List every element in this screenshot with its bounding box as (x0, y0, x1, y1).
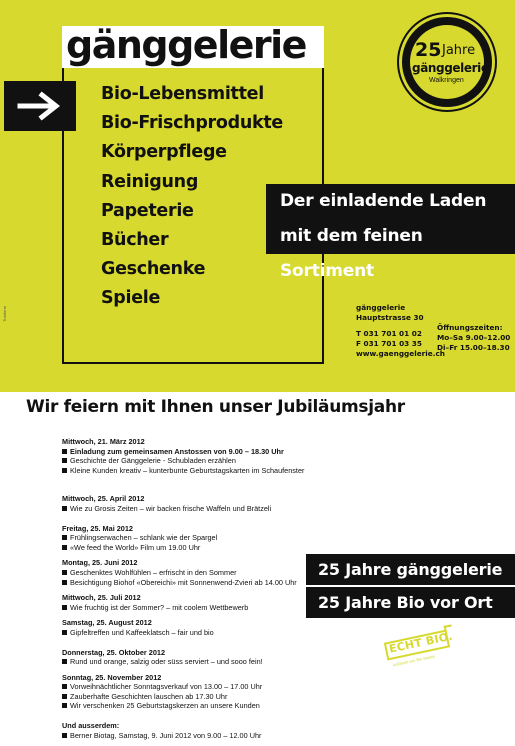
slogan-line-1: Der einladende Laden (266, 184, 515, 219)
event-item: Vorweihnächtlicher Sonntagsverkauf von 13.00 – 17.00 Uhr (62, 682, 342, 692)
product-item: Spiele (101, 288, 161, 309)
event-item: Geschichte der Gänggelerie - Schubladen erzählen (62, 456, 342, 466)
side-credit: Tranform (2, 305, 7, 322)
address-block (356, 303, 445, 359)
product-item: Körperpflege (101, 142, 227, 163)
product-item: Papeterie (101, 200, 194, 221)
anniversary-badge (399, 14, 495, 110)
event-date: Freitag, 25. Mai 2012 (62, 523, 133, 533)
banner-anniversary: 25 Jahre gänggelerie (306, 554, 515, 585)
arrow-right-icon (18, 92, 62, 120)
event-entry (62, 524, 342, 553)
address-fax: F 031 701 03 35 (356, 339, 422, 348)
event-item: Rund und orange, salzig oder süss serviert – und sooo fein! (62, 657, 342, 667)
headline: Wir feiern mit Ihnen unser Jubiläumsjahr (26, 397, 405, 417)
event-item: Kleine Kunden kreativ – kunterbunte Geburtstagskarten im Schaufenster (62, 466, 342, 476)
event-list (62, 437, 342, 746)
event-date: Mittwoch, 21. März 2012 (62, 437, 145, 446)
banner-bio: 25 Jahre Bio vor Ort (306, 587, 515, 618)
event-date: Und ausserdem: (62, 721, 120, 731)
hours-label: Öffnungszeiten: (437, 323, 503, 332)
address-phone: T 031 701 01 02 (356, 329, 422, 338)
address-web[interactable]: www.gaenggelerie.ch (356, 349, 446, 358)
event-entry (62, 673, 342, 711)
slogan-line-2: mit dem feinen Sortiment (266, 219, 515, 254)
event-entry (62, 437, 342, 475)
event-item: Zauberhafte Geschichten lauschen ab 17.30 Uhr (62, 692, 342, 702)
event-entry (62, 558, 342, 587)
address-street: Hauptstrasse 30 (356, 313, 424, 322)
badge-place: Walkringen (429, 77, 464, 84)
hours-line-1: Mo–Sa 9.00–12.00 (437, 333, 511, 342)
opening-hours (437, 323, 510, 353)
product-item: Reinigung (101, 171, 199, 192)
event-item: Wie fruchtig ist der Sommer? – mit coolem Wettbewerb (62, 603, 342, 613)
stamp-text: ECHT BIO. (387, 629, 454, 656)
event-item: Geschenktes Wohlfühlen – erfrischt in den Sommer (62, 568, 342, 578)
badge-number: 25 (415, 39, 442, 61)
product-list (101, 80, 283, 314)
event-entry (62, 494, 342, 513)
event-item: Besichtigung Biohof «Obereichi» mit Sonnenwend-Zvieri ab 14.00 Uhr (62, 578, 342, 588)
brand-title: gänggelerie (66, 23, 306, 67)
event-item: Wie zu Grosis Zeiten – wir backen frische Waffeln und Brätzeli (62, 504, 342, 514)
stamp-subtext: Aufdruck von Bio Suisse (392, 653, 436, 668)
event-date: Mittwoch, 25. Juli 2012 (62, 593, 141, 603)
event-date: Sonntag, 25. November 2012 (62, 672, 162, 682)
event-date: Donnerstag, 25. Oktober 2012 (62, 647, 166, 657)
event-date: Mittwoch, 25. April 2012 (62, 494, 145, 504)
badge-name: gänggelerie (412, 61, 489, 75)
event-entry (62, 648, 342, 667)
event-date: Montag, 25. Juni 2012 (62, 558, 138, 568)
event-item: Frühlingserwachen – schlank wie der Spargel (62, 533, 342, 543)
badge-jahre: Jahre (442, 43, 476, 58)
hours-line-2: Di–Fr 15.00–18.30 (437, 343, 510, 352)
event-item: Einladung zum gemeinsamen Anstossen von 9.00 – 18.30 Uhr (62, 447, 342, 457)
echt-bio-stamp (384, 626, 470, 672)
event-entry (62, 593, 342, 612)
event-entry (62, 721, 342, 740)
product-item: Bio-Frischprodukte (101, 113, 283, 134)
product-item: Geschenke (101, 259, 206, 280)
event-item: Berner Biotag, Samstag, 9. Juni 2012 von 9.00 – 12.00 Uhr (62, 731, 342, 741)
arrow-box (4, 81, 76, 131)
product-item: Bio-Lebensmittel (101, 84, 264, 104)
event-item: Wir verschenken 25 Geburtstagskerzen an unsere Kunden (62, 701, 342, 711)
event-entry (62, 618, 342, 637)
product-item: Bücher (101, 230, 169, 251)
event-date: Samstag, 25. August 2012 (62, 618, 152, 628)
address-name: gänggelerie (356, 303, 406, 312)
event-item: Gipfeltreffen und Kaffeeklatsch – fair und bio (62, 628, 342, 638)
event-item: «We feed the World» Film um 19.00 Uhr (62, 543, 342, 553)
